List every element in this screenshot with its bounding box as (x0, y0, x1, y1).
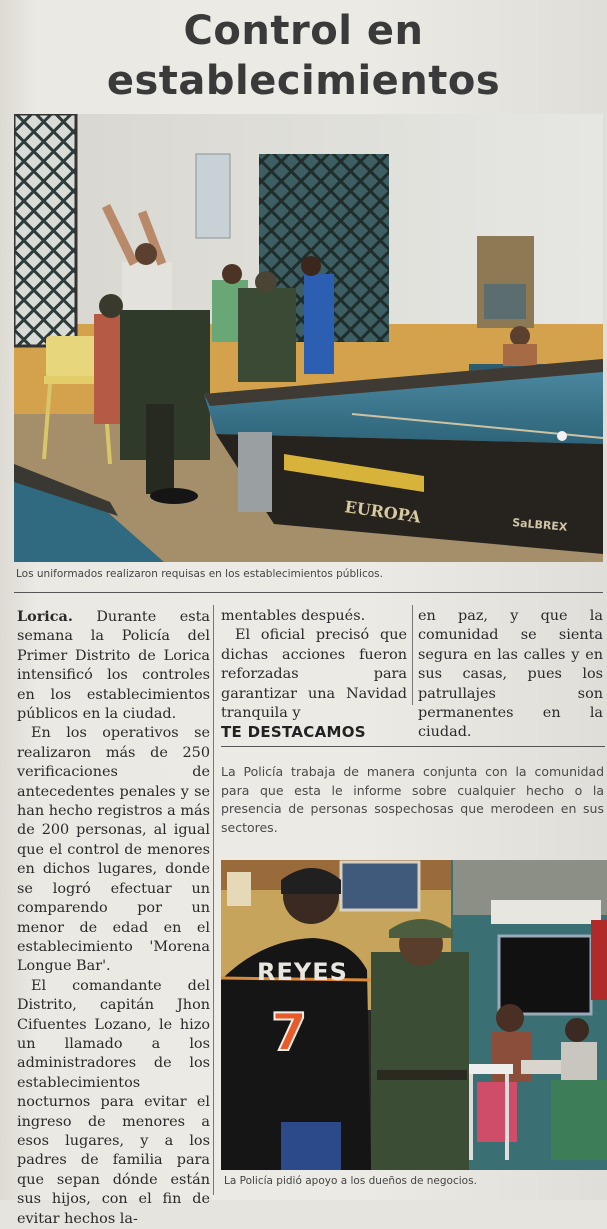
highlight-text: La Policía trabaja de manera conjunta con la comunidad para que esta le informe sobre cualquier hecho o la presencia de personas sospechosas que merodeen en sus sectores. (221, 764, 604, 835)
photo-police-business-owners (221, 860, 607, 1170)
col1-paragraph-2: En los operativos se realizaron más de 250 verificaciones de antecedentes penales y se han hecho registros a más de 200 personas, al igual que el control de menores en dichos lugares, donde se logró efectuar un comparendo por un menor de edad en el establecimiento 'Morena Longue Bar'. (17, 725, 210, 975)
article-column-2 (221, 607, 407, 723)
photo-illustration (14, 114, 603, 562)
col2-paragraph-2: El oficial precisó que dichas acciones fueron reforzadas para garantizar una Navidad tranquila y (221, 627, 407, 722)
caption-divider (14, 592, 603, 593)
highlight-rule (221, 746, 605, 747)
photo1-caption: Los uniformados realizaron requisas en los establecimientos públicos. (16, 568, 383, 580)
headline-line-1: Control en (183, 8, 424, 54)
photo1-sign-2: SaLBREX (511, 516, 568, 534)
dateline: Lorica. (17, 608, 73, 625)
article-column-1 (17, 607, 210, 1229)
col1-paragraph-1 (17, 607, 210, 724)
photo2-illustration (221, 860, 607, 1170)
column-divider-1 (213, 605, 214, 1195)
headline-line-2: establecimientos (106, 58, 501, 104)
photo2-caption: La Policía pidió apoyo a los dueños de negocios. (224, 1175, 477, 1187)
col1-paragraph-3: El comandante del Distrito, capitán Jhon Cifuentes Lozano, le hizo un llamado a los administradores de los establecimientos nocturnos para evitar el ingreso de menores a esos lugares, y a los padres de familia para que sepan dónde están sus hijos, con el fin de evitar hechos la- (17, 977, 210, 1227)
article-column-3 (418, 607, 603, 743)
jersey-number: 7 (271, 1003, 308, 1063)
col2-paragraph-1: mentables después. (221, 608, 366, 624)
photo1-sign: EUROPA (343, 497, 423, 527)
col3-paragraph-1: en paz, y que la comunidad se sienta segura en las calles y en sus casas, pues los patrullajes son permanentes en la ciudad. (418, 608, 603, 741)
photo-police-search-billiards (14, 114, 603, 562)
col1-p1-text: Durante esta semana la Policía del Primer Distrito de Lorica intensificó los controles en los establecimientos públicos en la ciudad. (17, 609, 210, 723)
highlight-title: TE DESTACAMOS (221, 723, 366, 741)
jersey-name: REYES (257, 958, 348, 986)
column-divider-2 (412, 605, 413, 705)
headline (0, 6, 607, 106)
